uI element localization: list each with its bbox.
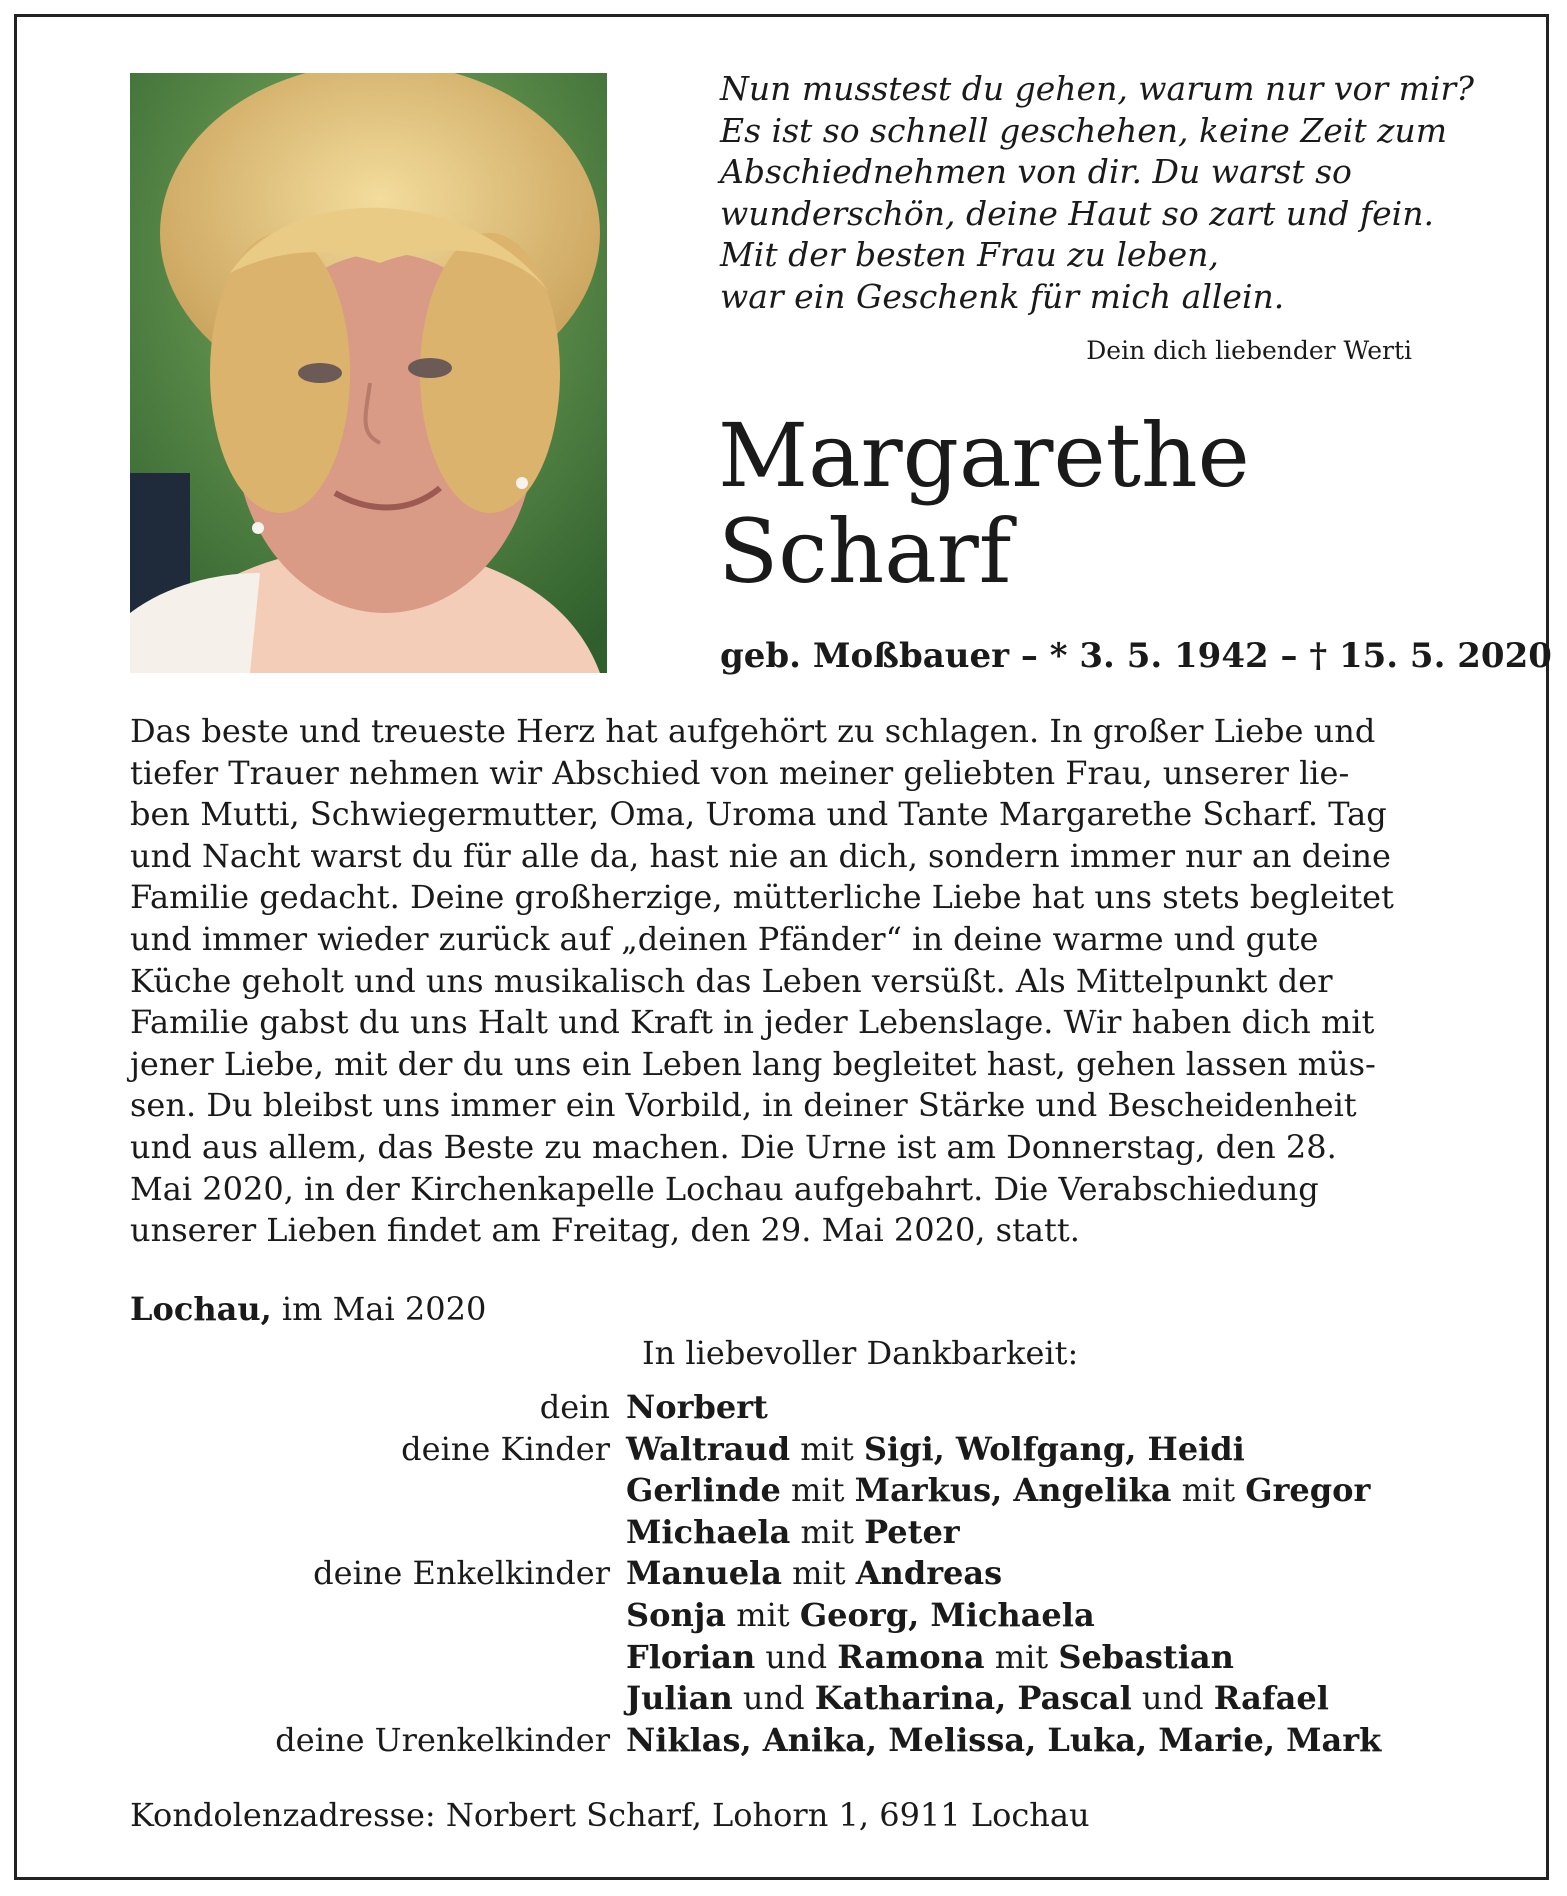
family-member-name: Katharina, Pascal: [814, 1679, 1132, 1718]
family-member-name: Julian: [626, 1679, 733, 1718]
family-row: [130, 1430, 1450, 1472]
family-row: [130, 1721, 1450, 1763]
family-member-name: Georg, Michaela: [799, 1595, 1095, 1634]
family-connector: mit: [984, 1637, 1059, 1676]
family-member-name: Manuela: [626, 1554, 782, 1593]
family-member-name: Andreas: [855, 1554, 1003, 1593]
family-member-name: Markus, Angelika: [854, 1471, 1172, 1510]
family-connector: mit: [790, 1429, 864, 1468]
family-connector: und: [732, 1679, 815, 1718]
family-member-name: Sebastian: [1058, 1637, 1234, 1676]
family-names: [626, 1388, 768, 1426]
poem-line: Es ist so schnell geschehen, keine Zeit zum: [720, 110, 1448, 150]
obituary-line: unserer Lieben findet am Freitag, den 29. Mai 2020, statt.: [130, 1211, 1080, 1250]
thanks-label: In liebevoller Dankbarkeit:: [642, 1334, 1079, 1372]
portrait-photo: [130, 73, 607, 673]
obituary-line: Das beste und treueste Herz hat aufgehört zu schlagen. In großer Liebe und: [130, 712, 1376, 750]
family-member-name: Ramona: [837, 1637, 985, 1676]
family-relation: deine Urenkelkinder: [275, 1720, 610, 1759]
family-row: [130, 1471, 1450, 1513]
family-connector: mit: [781, 1554, 856, 1593]
family-member-name: Michaela: [626, 1512, 791, 1551]
portrait-photo-icon: [130, 73, 607, 673]
family-connector: mit: [780, 1471, 855, 1510]
family-relation: dein: [539, 1388, 610, 1426]
family-row: [130, 1679, 1450, 1721]
family-names: [626, 1596, 1095, 1634]
poem-line: war ein Geschenk für mich allein.: [720, 276, 1285, 316]
deceased-last-name: Scharf: [718, 500, 1012, 603]
family-names: [626, 1471, 1370, 1509]
poem-line: Mit der besten Frau zu leben,: [720, 235, 1219, 275]
birth-death-dates: geb. Moßbauer – * 3. 5. 1942 – † 15. 5. 2020: [720, 636, 1552, 676]
place-month: im Mai 2020: [271, 1290, 487, 1328]
family-row: [130, 1596, 1450, 1638]
family-names: [626, 1513, 960, 1551]
family-names: [626, 1638, 1234, 1676]
family-names: [626, 1554, 1002, 1592]
obituary-text: [130, 711, 1438, 1252]
deceased-first-name: Margarethe: [718, 404, 1250, 507]
family-member-name: Gerlinde: [626, 1471, 781, 1510]
poem-signoff: Dein dich liebender Werti: [1086, 336, 1412, 365]
family-names: [626, 1721, 1381, 1759]
family-member-name: Rafael: [1213, 1679, 1329, 1718]
obituary-line: sen. Du bleibst uns immer ein Vorbild, in deiner Stärke und Bescheidenheit: [130, 1086, 1357, 1125]
family-member-name: Florian: [626, 1637, 756, 1676]
obituary-line: Familie gedacht. Deine großherzige, mütterliche Liebe hat uns stets begleitet: [130, 878, 1394, 917]
family-member-name: Sonja: [626, 1595, 727, 1634]
family-member-name: Peter: [864, 1512, 960, 1551]
family-connector: mit: [790, 1512, 865, 1551]
family-relation: deine Kinder: [401, 1429, 610, 1468]
family-relation: deine Enkelkinder: [313, 1554, 610, 1593]
obituary-line: Familie gabst du uns Halt und Kraft in jeder Lebenslage. Wir haben dich mit: [130, 1003, 1375, 1042]
obituary-line: Mai 2020, in der Kirchenkapelle Lochau aufgebahrt. Die Verabschiedung: [130, 1169, 1319, 1208]
family-connector: und: [755, 1637, 838, 1676]
family-names: [626, 1430, 1245, 1468]
family-member-name: Norbert: [626, 1388, 768, 1426]
obituary-line: ben Mutti, Schwiegermutter, Oma, Uroma und Tante Margarethe Scharf. Tag: [130, 795, 1387, 834]
family-connector: und: [1131, 1679, 1214, 1718]
poem-line: Nun musstest du gehen, warum nur vor mir?: [720, 69, 1474, 108]
obituary-line: jener Liebe, mit der du uns ein Leben lang begleitet hast, gehen lassen müs-: [130, 1044, 1376, 1083]
family-member-name: Niklas, Anika, Melissa, Luka, Marie, Mark: [626, 1720, 1382, 1759]
poem-line: Abschiednehmen von dir. Du warst so: [720, 152, 1352, 192]
place-date: [130, 1290, 486, 1328]
family-names: [626, 1679, 1329, 1717]
deceased-name: [718, 404, 1250, 603]
condolence-address: Kondolenzadresse: Norbert Scharf, Lohorn 1, 6911 Lochau: [130, 1796, 1090, 1834]
family-connector: mit: [1171, 1471, 1246, 1510]
family-member-name: Waltraud: [626, 1429, 791, 1468]
family-row: [130, 1388, 1450, 1430]
obituary-line: und immer wieder zurück auf „deinen Pfänder“ in deine warme und gute: [130, 919, 1319, 958]
family-connector: mit: [726, 1595, 800, 1634]
family-row: [130, 1638, 1450, 1680]
place-town: Lochau,: [130, 1290, 272, 1328]
obituary-line: Küche geholt und uns musikalisch das Leben versüßt. Als Mittelpunkt der: [130, 961, 1333, 1000]
poem-line: wunderschön, deine Haut so zart und fein.: [720, 193, 1434, 233]
obituary-line: und Nacht warst du für alle da, hast nie an dich, sondern immer nur an deine: [130, 836, 1391, 875]
family-list: [130, 1388, 1450, 1762]
obituary-line: tiefer Trauer nehmen wir Abschied von meiner geliebten Frau, unserer lie-: [130, 753, 1350, 792]
family-member-name: Sigi, Wolfgang, Heidi: [863, 1429, 1245, 1468]
family-row: [130, 1513, 1450, 1555]
obituary-line: und aus allem, das Beste zu machen. Die Urne ist am Donnerstag, den 28.: [130, 1127, 1337, 1166]
poem: [720, 68, 1480, 318]
family-row: [130, 1554, 1450, 1596]
family-member-name: Gregor: [1245, 1471, 1371, 1510]
